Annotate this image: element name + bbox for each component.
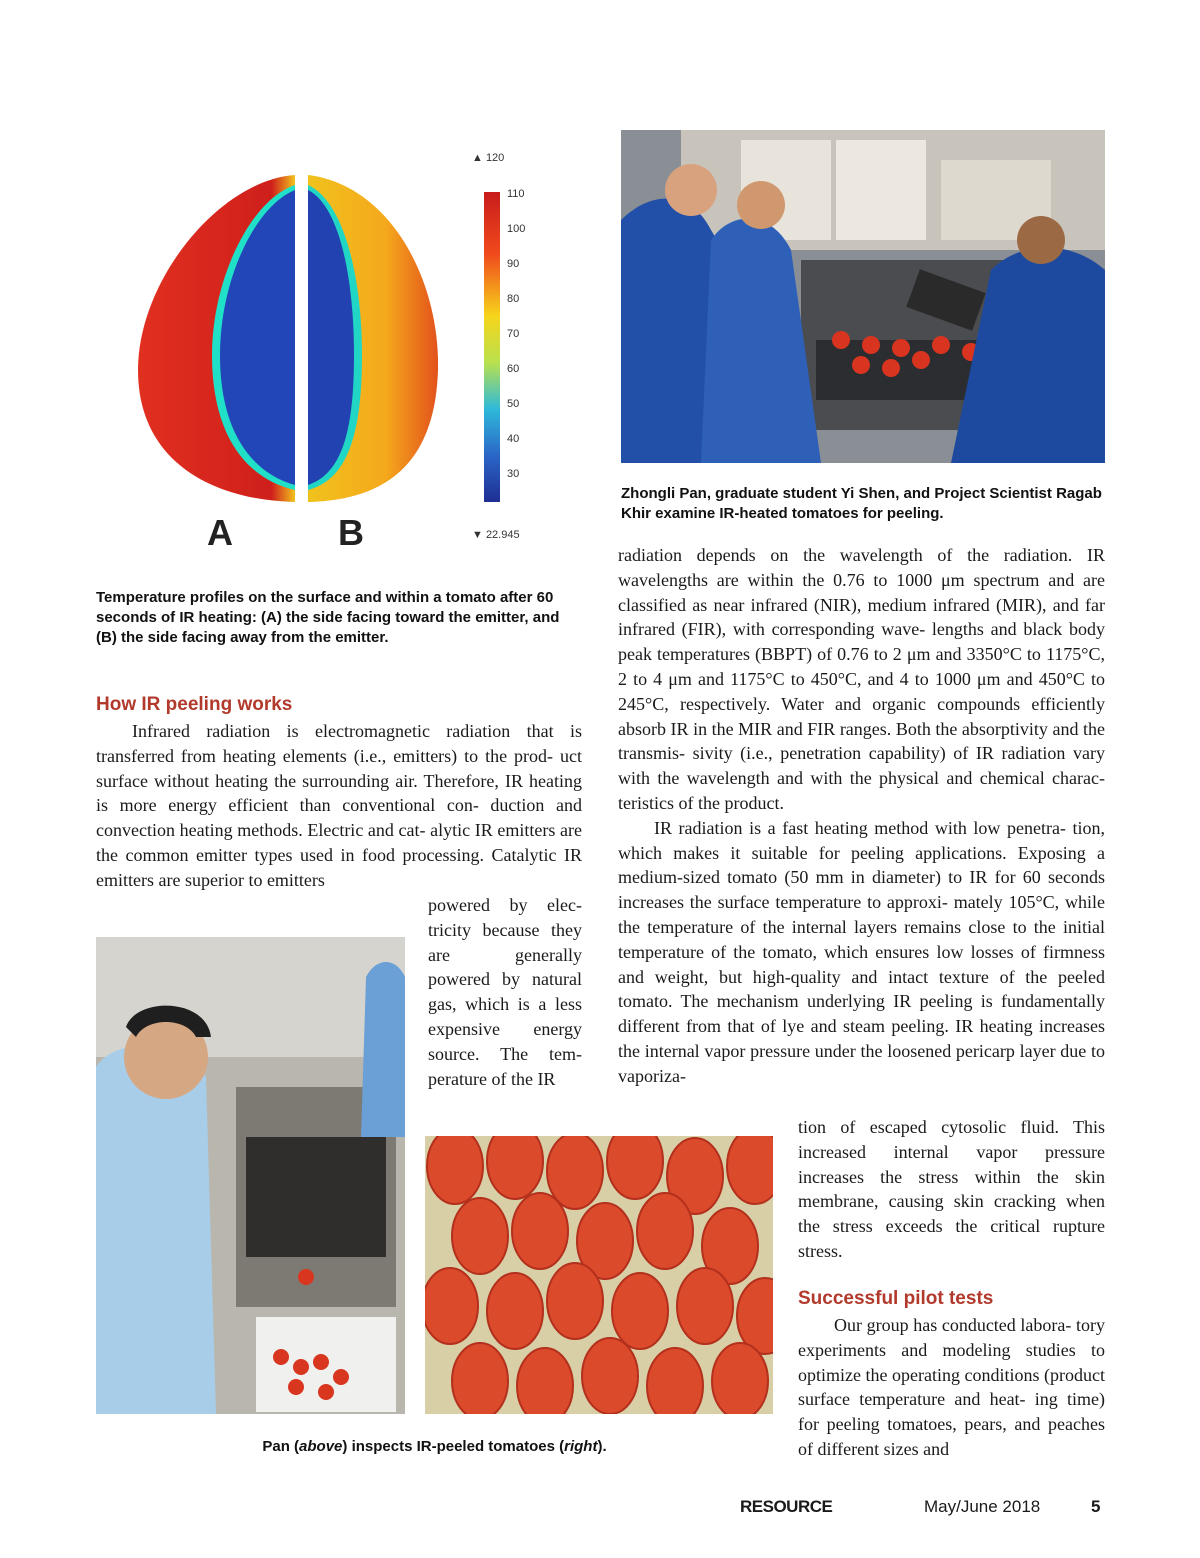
tomato-halves-illustration — [120, 140, 540, 560]
section2-paragraph-text: Our group has conducted labora- tory experiments and modeling studies to optimize the operating conditions (product surface temperature and heat- ing time) for peeling tomatoes, pears, and peaches of different sizes and — [798, 1315, 1105, 1459]
caption-text: Pan ( — [262, 1438, 300, 1455]
researchers-photo — [621, 130, 1105, 463]
scale-tick: 70 — [507, 328, 520, 340]
footer-magazine-name: RESOURCE — [740, 1497, 833, 1516]
caption-emphasis: above — [299, 1438, 343, 1455]
scale-tick: 50 — [507, 398, 520, 410]
right-column-text — [618, 543, 1105, 1089]
temperature-figure — [120, 140, 540, 560]
section1-paragraph-wrap — [428, 893, 582, 1091]
scale-tick: 100 — [507, 223, 526, 235]
scale-tick: 110 — [507, 188, 525, 200]
scale-max-label: ▲ 120 — [472, 152, 505, 164]
caption-text: ). — [597, 1438, 607, 1455]
section2-paragraph — [798, 1313, 1105, 1462]
right-column-paragraph-2: IR radiation is a fast heating method with low penetra- tion, which makes it suitable for peeling applications. Exposing a medium-sized tomato (50 mm in diameter) to IR for 60 seconds increases the surface temperature to approxi- mately 105°C, while the temperature of the internal layers remains close to the initial temperature of the tomato, which ensures low losses of firmness and weight, but high-quality and intact texture of the peeled tomato. The mechanism underlying IR peeling is fundamentally different from that of lye and steam peeling. IR heating increases the internal vapor pressure under the loosened pericarp layer due to vaporiza- — [618, 817, 1105, 1086]
section1-paragraph-wrap-text: powered by elec- tricity because they are generally powered by natural gas, which is a less expensive energy source. The tem- perature of the IR — [428, 895, 582, 1089]
section-heading-successful-pilot-tests: Successful pilot tests — [798, 1288, 994, 1309]
scale-min-label: ▼ 22.945 — [472, 529, 520, 541]
label-b: B — [338, 512, 364, 553]
section1-paragraph-text: Infrared radiation is electromagnetic radiation that is transferred from heating elements (i.e., emitters) to the prod- uct surface without heating the surrounding air. Therefore, IR heating is more energy efficient than conventional con- duction and convection heating methods. Electric and cat- alytic IR emitters are the common emitter types used in food processing. Catalytic IR emitters are superior to emitters — [96, 721, 582, 890]
right-column-wrap-text — [798, 1115, 1105, 1264]
scale-tick: 30 — [507, 468, 520, 480]
footer-issue: May/June 2018 — [924, 1497, 1041, 1516]
section1-paragraph — [96, 719, 582, 893]
label-a: A — [207, 512, 233, 553]
inspection-photo — [96, 937, 405, 1414]
caption-emphasis: right — [564, 1438, 598, 1455]
scale-tick: 90 — [507, 258, 520, 270]
section-heading-how-ir-peeling-works: How IR peeling works — [96, 694, 293, 715]
caption-text: ) inspects IR-peeled tomatoes ( — [342, 1438, 565, 1455]
researchers-photo-caption: Zhongli Pan, graduate student Yi Shen, and Project Scientist Ragab Khir examine IR-heated tomatoes for peeling. — [621, 485, 1102, 522]
footer-page-number: 5 — [1091, 1497, 1101, 1516]
peeled-tomatoes-photo — [425, 1136, 773, 1414]
scale-tick: 60 — [507, 363, 520, 375]
right-column-paragraph-2-wrap: tion of escaped cytosolic fluid. This increased internal vapor pressure increases the stress within the skin membrane, causing skin cracking when the stress exceeds the critical rupture stress. — [798, 1117, 1105, 1261]
temperature-figure-caption: Temperature profiles on the surface and within a tomato after 60 seconds of IR heating: (A) the side facing toward the emitter, and (B) the side facing away from the emitter. — [96, 589, 560, 646]
bottom-photos-caption — [96, 1437, 773, 1457]
right-column-paragraph-cont: radiation depends on the wavelength of the radiation. IR wavelengths are within the 0.76 to 1000 μm spectrum and are classified as near infrared (NIR), medium infrared (MIR), and far infrared (FIR), with corresponding wave- lengths and black body peak temperatures (BBPT) of 0.76 to 2 μm and 3350°C to 1175°C, 2 to 4 μm and 1175°C to 450°C, and 4 to 1000 μm and 450°C to 245°C, respectively. Water and organic compounds efficiently absorb IR in the MIR and FIR ranges. Both the absorptivity and the transmis- sivity (i.e., penetration capability) of IR radiation vary with the wavelength and with the physical and chemical charac- teristics of the product. — [618, 545, 1105, 813]
scale-tick: 40 — [507, 433, 520, 445]
scale-tick: 80 — [507, 293, 520, 305]
